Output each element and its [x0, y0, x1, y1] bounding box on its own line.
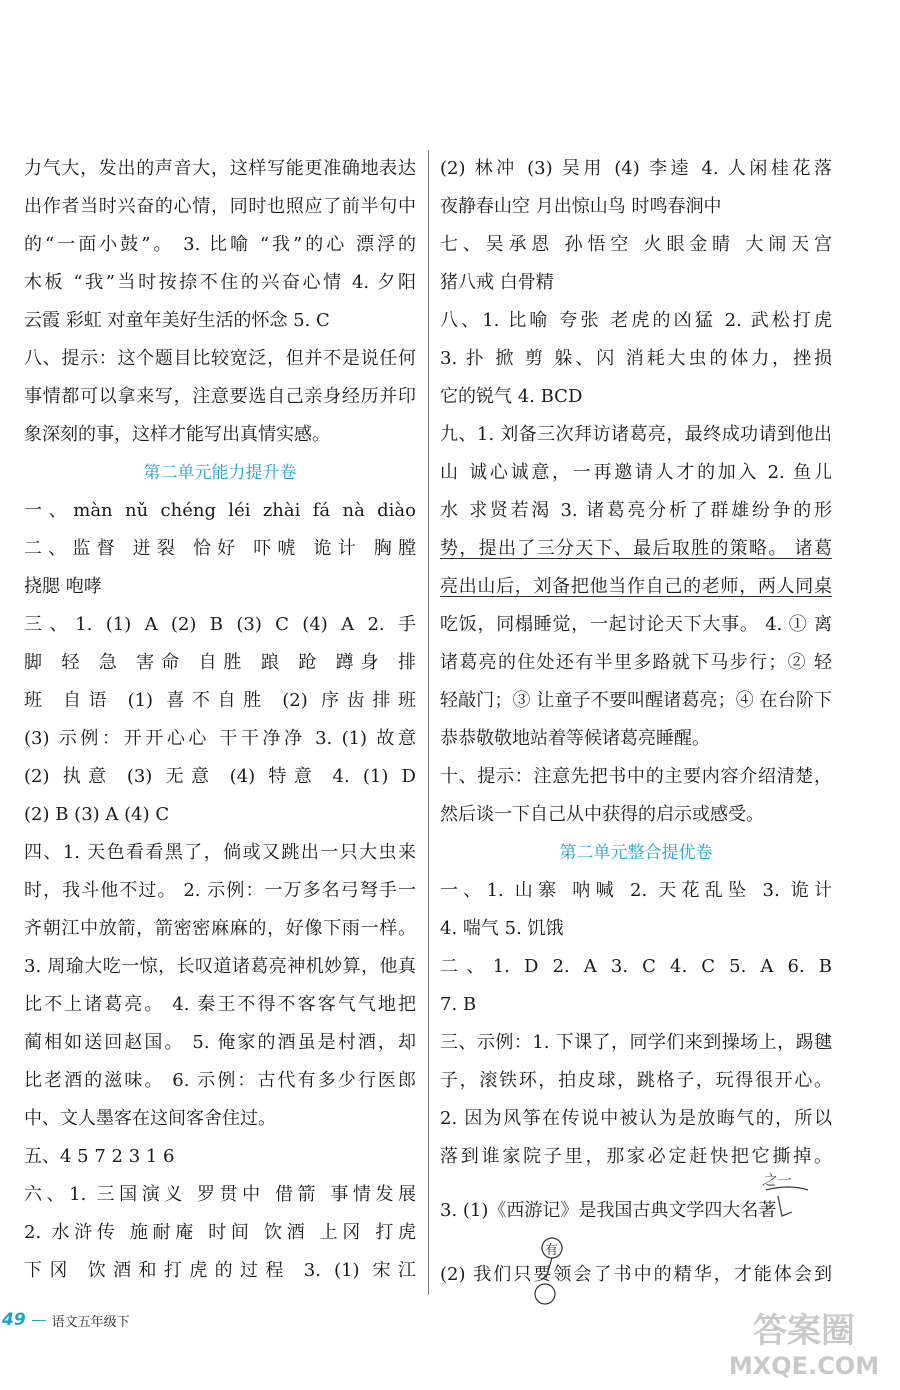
text-line: 力气大，发出的声音大，这样写能更准确地表达: [24, 158, 416, 179]
page-footer: [0, 1308, 130, 1332]
text-line: 时，我斗他不过。 2. 示例：一万多名弓弩手一: [24, 880, 416, 901]
handwritten-insert: 之一: [762, 1173, 790, 1189]
watermark-line2: MXQE.COM: [728, 1352, 880, 1380]
text-line: 4. 喘气 5. 饥饿: [440, 918, 564, 939]
text-line: 脚 轻 急 害命 自胜 踉 跄 蹲身 排: [24, 652, 416, 673]
text-line: 2. 因为风筝在传说中被认为是放晦气的，所以: [440, 1108, 832, 1129]
watermark-logo: [720, 1302, 890, 1382]
text-line: 一、1. 山寨 呐喊 2. 天花乱坠 3. 诡计: [440, 880, 832, 901]
text-line: 云霞 彩虹 对童年美好生活的怀念 5. C: [24, 310, 330, 331]
text-line: 象深刻的事，这样才能写出真情实感。: [24, 424, 330, 445]
text-line: 五、4 5 7 2 3 1 6: [24, 1146, 175, 1167]
text-line: 挠腮 咆哮: [24, 576, 102, 597]
text-line: 然后谈一下自己从中获得的启示或感受。: [440, 804, 764, 825]
text-line: 八、提示：这个题目比较宽泛，但并不是说任何: [24, 348, 416, 369]
text-line: 的“一面小鼓”。 3. 比喻 “我”的心 漂浮的: [24, 234, 416, 255]
text-line: 子，滚铁环，拍皮球，跳格子，玩得很开心。: [440, 1070, 832, 1091]
text-line: 落到谁家院子里，那家必定赶快把它撕掉。: [440, 1146, 832, 1167]
insert-mark-icon: [762, 1182, 812, 1222]
handwritten-insert: 有: [545, 1243, 559, 1258]
text-line: 3. 扑 掀 剪 躲、闪 消耗大虫的体力，挫损: [440, 348, 832, 369]
text-line: 三、示例：1. 下课了，同学们来到操场上，踢毽: [440, 1032, 832, 1053]
text-line: 一、màn nǔ chéng léi zhài fá nà diào: [24, 500, 416, 521]
text-line: 比老酒的滋味。 6. 示例：古代有多少行医郎: [24, 1070, 416, 1091]
text-line: 诸葛亮的住处还有半里多路就下马步行；② 轻: [440, 652, 832, 673]
text-line: 吃饭，同榻睡觉，一起讨论天下大事。 4. ① 离: [440, 614, 832, 635]
section-title: 第二单元能力提升卷: [143, 463, 297, 483]
left-column: [24, 150, 416, 1290]
text-line: 班 自语 (1) 喜不自胜 (2) 序齿排班: [24, 690, 416, 711]
book-title: 语文五年级下: [51, 1314, 130, 1330]
text-line: (2) 林冲 (3) 吴用 (4) 李逵 4. 人闲桂花落: [440, 158, 832, 179]
text-line: 比不上诸葛亮。 4. 秦王不得不客客气气地把: [24, 994, 416, 1015]
text-line: (2) 执意 (3) 无意 (4) 特意 4. (1) D: [24, 766, 416, 787]
text-line: 下冈 饮酒和打虎的过程 3. (1) 宋江: [24, 1260, 416, 1281]
watermark-line1: 答案圈: [753, 1311, 855, 1351]
text-line: 八、1. 比喻 夸张 老虎的凶猛 2. 武松打虎: [440, 310, 832, 331]
text-line: 九、1. 刘备三次拜访诸葛亮，最终成功请到他出: [440, 424, 832, 445]
text-line: (3) 示例：开开心心 干干净净 3. (1) 故意: [24, 728, 416, 749]
text-line: (2) B (3) A (4) C: [24, 804, 170, 825]
section-title: 第二单元整合提优卷: [559, 843, 713, 863]
text-line: 3. (1)《西游记》是我国古典文学四大名著: [440, 1200, 777, 1221]
page-number: 49: [2, 1310, 26, 1330]
text-line: 木板 “我”当时按捺不住的兴奋心情 4. 夕阳: [24, 272, 416, 293]
text-line: 中、文人墨客在这间客舍住过。: [24, 1108, 276, 1129]
text-line: 猪八戒 白骨精: [440, 272, 554, 293]
underlined-text-line: 亮出山后，刘备把他当作自己的老师，两人同桌: [440, 576, 832, 597]
text-line: 三、1. (1) A (2) B (3) C (4) A 2. 手: [24, 614, 416, 635]
text-line: 山 诚心诚意，一再邀请人才的加入 2. 鱼儿: [440, 462, 832, 483]
text-line: 3. 周瑜大吃一惊，长叹道诸葛亮神机妙算，他真: [24, 956, 416, 977]
text-line: 六、1. 三国演义 罗贯中 借箭 事情发展: [24, 1184, 416, 1205]
footer-rule: [32, 1320, 46, 1321]
text-line: 十、提示：注意先把书中的主要内容介绍清楚，: [440, 766, 832, 787]
text-line: 齐朝江中放箭，箭密密麻麻的，好像下雨一样。: [24, 918, 416, 939]
text-line: 夜静春山空 月出惊山鸟 时鸣春涧中: [440, 196, 722, 217]
text-line: 二、监督 迸裂 恰好 吓唬 诡计 胸膛: [24, 538, 416, 559]
text-line: 出作者当时兴奋的心情，同时也照应了前半句中: [24, 196, 416, 217]
text-line: 事情都可以拿来写，注意要选自己亲身经历并印: [24, 386, 416, 407]
text-line: 7. B: [440, 994, 477, 1015]
right-column: [440, 150, 832, 1294]
text-line: 七、吴承恩 孙悟空 火眼金睛 大闹天宫: [440, 234, 832, 255]
text-line: 蔺相如送回赵国。 5. 俺家的酒虽是村酒，却: [24, 1032, 416, 1053]
text-line: 二、1. D 2. A 3. C 4. C 5. A 6. B: [440, 956, 832, 977]
text-line: 它的锐气 4. BCD: [440, 386, 583, 407]
text-line: (2) 我们只要领会了书中的精华，才能体会到: [440, 1264, 832, 1285]
text-line: 恭恭敬敬地站着等候诸葛亮睡醒。: [440, 728, 710, 749]
text-line: 水 求贤若渴 3. 诸葛亮分析了群雄纷争的形: [440, 500, 832, 521]
text-line: 2. 水浒传 施耐庵 时间 饮酒 上冈 打虎: [24, 1222, 416, 1243]
underlined-text-line: 势，提出了三分天下、最后取胜的策略。 诸葛: [440, 538, 832, 559]
column-divider: [428, 150, 429, 1295]
text-line: 轻敲门；③ 让童子不要叫醒诸葛亮；④ 在台阶下: [440, 690, 832, 711]
text-line: 四、1. 天色看看黑了，倘或又跳出一只大虫来: [24, 842, 416, 863]
